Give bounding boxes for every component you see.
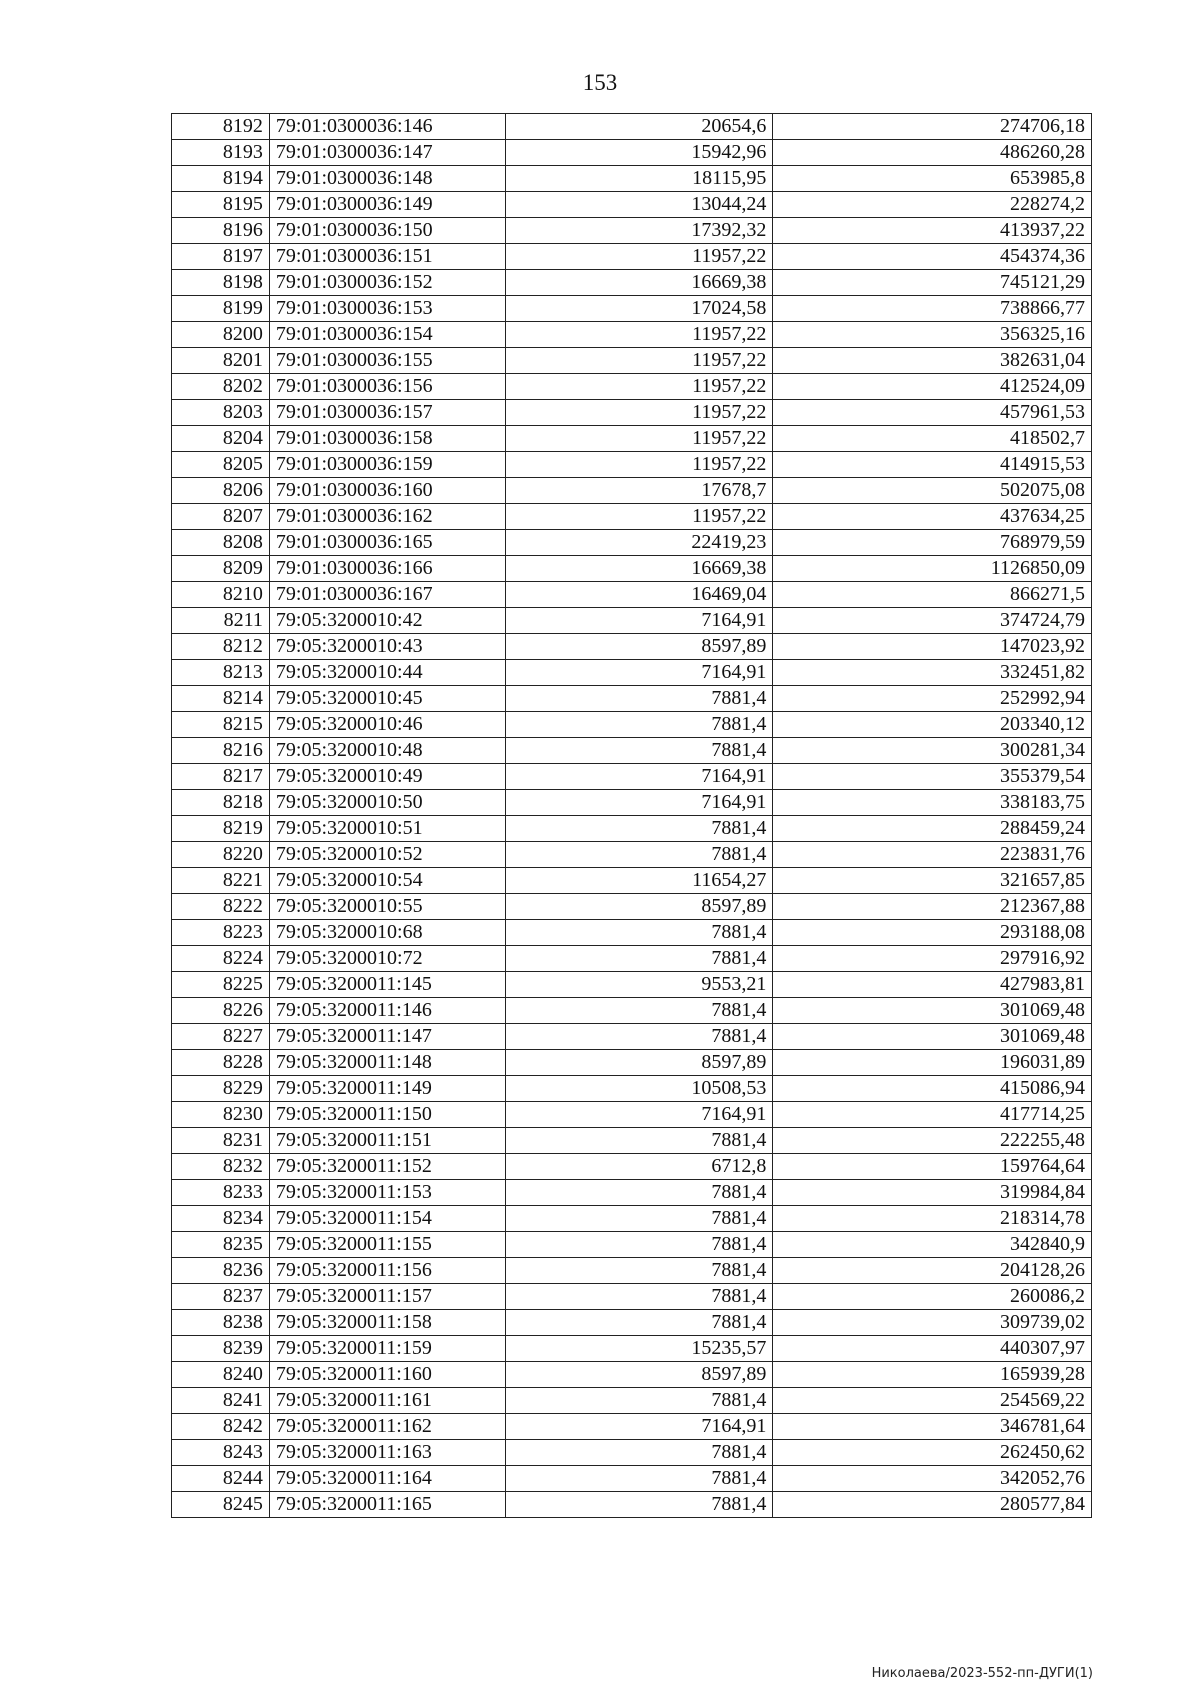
table-row: [172, 1232, 1092, 1258]
cadastral-number-cell: 79:05:3200010:44: [269, 660, 505, 686]
table-body: [172, 114, 1092, 1518]
cadastral-number-cell: 79:01:0300036:165: [269, 530, 505, 556]
amount-cell: 147023,92: [773, 634, 1092, 660]
table-row: [172, 296, 1092, 322]
table-row: [172, 894, 1092, 920]
amount-cell: 502075,08: [773, 478, 1092, 504]
value-cell: 7881,4: [505, 1388, 773, 1414]
table-row: [172, 660, 1092, 686]
cadastral-number-cell: 79:05:3200011:147: [269, 1024, 505, 1050]
table-row: [172, 1284, 1092, 1310]
cadastral-number-cell: 79:05:3200010:43: [269, 634, 505, 660]
row-number-cell: 8224: [172, 946, 270, 972]
amount-cell: 454374,36: [773, 244, 1092, 270]
value-cell: 7164,91: [505, 660, 773, 686]
value-cell: 8597,89: [505, 894, 773, 920]
value-cell: 11957,22: [505, 426, 773, 452]
row-number-cell: 8213: [172, 660, 270, 686]
row-number-cell: 8218: [172, 790, 270, 816]
table-row: [172, 426, 1092, 452]
amount-cell: 260086,2: [773, 1284, 1092, 1310]
amount-cell: 745121,29: [773, 270, 1092, 296]
table-row: [172, 764, 1092, 790]
cadastral-number-cell: 79:01:0300036:146: [269, 114, 505, 140]
value-cell: 7881,4: [505, 1128, 773, 1154]
cadastral-number-cell: 79:05:3200011:159: [269, 1336, 505, 1362]
value-cell: 11957,22: [505, 400, 773, 426]
table-row: [172, 998, 1092, 1024]
amount-cell: 382631,04: [773, 348, 1092, 374]
row-number-cell: 8217: [172, 764, 270, 790]
cadastral-number-cell: 79:01:0300036:166: [269, 556, 505, 582]
table-row: [172, 504, 1092, 530]
table-row: [172, 1102, 1092, 1128]
row-number-cell: 8231: [172, 1128, 270, 1154]
document-footer: Николаева/2023-552-пп-ДУГИ(1): [871, 1666, 1093, 1681]
table-row: [172, 712, 1092, 738]
cadastral-number-cell: 79:01:0300036:159: [269, 452, 505, 478]
table-row: [172, 114, 1092, 140]
cadastral-number-cell: 79:01:0300036:156: [269, 374, 505, 400]
amount-cell: 212367,88: [773, 894, 1092, 920]
row-number-cell: 8228: [172, 1050, 270, 1076]
row-number-cell: 8238: [172, 1310, 270, 1336]
table-row: [172, 1154, 1092, 1180]
row-number-cell: 8230: [172, 1102, 270, 1128]
row-number-cell: 8212: [172, 634, 270, 660]
cadastral-number-cell: 79:01:0300036:149: [269, 192, 505, 218]
cadastral-number-cell: 79:05:3200011:165: [269, 1492, 505, 1518]
row-number-cell: 8199: [172, 296, 270, 322]
amount-cell: 457961,53: [773, 400, 1092, 426]
table-row: [172, 868, 1092, 894]
row-number-cell: 8197: [172, 244, 270, 270]
table-row: [172, 270, 1092, 296]
row-number-cell: 8225: [172, 972, 270, 998]
table-row: [172, 322, 1092, 348]
value-cell: 7881,4: [505, 946, 773, 972]
table-row: [172, 1414, 1092, 1440]
value-cell: 11957,22: [505, 374, 773, 400]
row-number-cell: 8232: [172, 1154, 270, 1180]
amount-cell: 203340,12: [773, 712, 1092, 738]
row-number-cell: 8215: [172, 712, 270, 738]
cadastral-number-cell: 79:05:3200010:45: [269, 686, 505, 712]
amount-cell: 1126850,09: [773, 556, 1092, 582]
cadastral-number-cell: 79:05:3200011:157: [269, 1284, 505, 1310]
cadastral-number-cell: 79:05:3200010:72: [269, 946, 505, 972]
value-cell: 8597,89: [505, 1050, 773, 1076]
amount-cell: 418502,7: [773, 426, 1092, 452]
table-row: [172, 1258, 1092, 1284]
cadastral-number-cell: 79:05:3200011:155: [269, 1232, 505, 1258]
row-number-cell: 8196: [172, 218, 270, 244]
cadastral-number-cell: 79:05:3200011:148: [269, 1050, 505, 1076]
cadastral-number-cell: 79:01:0300036:151: [269, 244, 505, 270]
cadastral-number-cell: 79:05:3200011:163: [269, 1440, 505, 1466]
amount-cell: 415086,94: [773, 1076, 1092, 1102]
value-cell: 17392,32: [505, 218, 773, 244]
table-row: [172, 192, 1092, 218]
value-cell: 11654,27: [505, 868, 773, 894]
cadastral-number-cell: 79:05:3200011:149: [269, 1076, 505, 1102]
amount-cell: 301069,48: [773, 998, 1092, 1024]
row-number-cell: 8198: [172, 270, 270, 296]
amount-cell: 288459,24: [773, 816, 1092, 842]
table-row: [172, 686, 1092, 712]
amount-cell: 252992,94: [773, 686, 1092, 712]
page-number: 153: [582, 70, 618, 95]
value-cell: 15235,57: [505, 1336, 773, 1362]
cadastral-number-cell: 79:01:0300036:158: [269, 426, 505, 452]
row-number-cell: 8208: [172, 530, 270, 556]
amount-cell: 356325,16: [773, 322, 1092, 348]
amount-cell: 342052,76: [773, 1466, 1092, 1492]
value-cell: 16669,38: [505, 556, 773, 582]
table-row: [172, 244, 1092, 270]
cadastral-number-cell: 79:05:3200011:153: [269, 1180, 505, 1206]
row-number-cell: 8239: [172, 1336, 270, 1362]
row-number-cell: 8193: [172, 140, 270, 166]
amount-cell: 319984,84: [773, 1180, 1092, 1206]
row-number-cell: 8210: [172, 582, 270, 608]
value-cell: 9553,21: [505, 972, 773, 998]
table-row: [172, 738, 1092, 764]
cadastral-number-cell: 79:05:3200010:54: [269, 868, 505, 894]
row-number-cell: 8242: [172, 1414, 270, 1440]
row-number-cell: 8214: [172, 686, 270, 712]
value-cell: 7881,4: [505, 738, 773, 764]
value-cell: 13044,24: [505, 192, 773, 218]
row-number-cell: 8241: [172, 1388, 270, 1414]
table-row: [172, 1362, 1092, 1388]
cadastral-number-cell: 79:01:0300036:152: [269, 270, 505, 296]
value-cell: 11957,22: [505, 244, 773, 270]
table-row: [172, 790, 1092, 816]
cadastral-number-cell: 79:05:3200011:158: [269, 1310, 505, 1336]
table-row: [172, 1024, 1092, 1050]
amount-cell: 262450,62: [773, 1440, 1092, 1466]
cadastral-number-cell: 79:05:3200010:55: [269, 894, 505, 920]
table-row: [172, 582, 1092, 608]
table-row: [172, 1388, 1092, 1414]
cadastral-number-cell: 79:05:3200010:50: [269, 790, 505, 816]
cadastral-number-cell: 79:05:3200011:146: [269, 998, 505, 1024]
table-row: [172, 608, 1092, 634]
row-number-cell: 8226: [172, 998, 270, 1024]
row-number-cell: 8236: [172, 1258, 270, 1284]
cadastral-number-cell: 79:05:3200010:52: [269, 842, 505, 868]
table-row: [172, 166, 1092, 192]
cadastral-number-cell: 79:05:3200010:46: [269, 712, 505, 738]
table-row: [172, 140, 1092, 166]
amount-cell: 437634,25: [773, 504, 1092, 530]
cadastral-number-cell: 79:05:3200011:162: [269, 1414, 505, 1440]
row-number-cell: 8235: [172, 1232, 270, 1258]
cadastral-number-cell: 79:05:3200010:51: [269, 816, 505, 842]
row-number-cell: 8240: [172, 1362, 270, 1388]
row-number-cell: 8200: [172, 322, 270, 348]
value-cell: 7881,4: [505, 842, 773, 868]
amount-cell: 412524,09: [773, 374, 1092, 400]
value-cell: 7881,4: [505, 1440, 773, 1466]
amount-cell: 355379,54: [773, 764, 1092, 790]
row-number-cell: 8206: [172, 478, 270, 504]
table-row: [172, 374, 1092, 400]
cadastral-number-cell: 79:05:3200011:160: [269, 1362, 505, 1388]
value-cell: 7881,4: [505, 1206, 773, 1232]
cadastral-number-cell: 79:01:0300036:150: [269, 218, 505, 244]
cadastral-number-cell: 79:01:0300036:167: [269, 582, 505, 608]
cadastral-number-cell: 79:01:0300036:147: [269, 140, 505, 166]
table-row: [172, 972, 1092, 998]
row-number-cell: 8216: [172, 738, 270, 764]
amount-cell: 332451,82: [773, 660, 1092, 686]
amount-cell: 414915,53: [773, 452, 1092, 478]
amount-cell: 293188,08: [773, 920, 1092, 946]
value-cell: 7881,4: [505, 1258, 773, 1284]
row-number-cell: 8244: [172, 1466, 270, 1492]
table-row: [172, 1050, 1092, 1076]
value-cell: 17024,58: [505, 296, 773, 322]
amount-cell: 297916,92: [773, 946, 1092, 972]
amount-cell: 300281,34: [773, 738, 1092, 764]
value-cell: 7881,4: [505, 1180, 773, 1206]
row-number-cell: 8234: [172, 1206, 270, 1232]
value-cell: 7164,91: [505, 790, 773, 816]
value-cell: 20654,6: [505, 114, 773, 140]
table-row: [172, 634, 1092, 660]
amount-cell: 228274,2: [773, 192, 1092, 218]
row-number-cell: 8233: [172, 1180, 270, 1206]
value-cell: 7881,4: [505, 1024, 773, 1050]
amount-cell: 738866,77: [773, 296, 1092, 322]
cadastral-number-cell: 79:05:3200010:42: [269, 608, 505, 634]
table-row: [172, 816, 1092, 842]
row-number-cell: 8211: [172, 608, 270, 634]
value-cell: 7881,4: [505, 1466, 773, 1492]
cadastral-number-cell: 79:05:3200011:151: [269, 1128, 505, 1154]
amount-cell: 342840,9: [773, 1232, 1092, 1258]
cadastral-number-cell: 79:05:3200011:145: [269, 972, 505, 998]
amount-cell: 159764,64: [773, 1154, 1092, 1180]
amount-cell: 866271,5: [773, 582, 1092, 608]
table-row: [172, 1466, 1092, 1492]
value-cell: 22419,23: [505, 530, 773, 556]
value-cell: 7164,91: [505, 608, 773, 634]
table-row: [172, 1336, 1092, 1362]
table-row: [172, 530, 1092, 556]
value-cell: 8597,89: [505, 634, 773, 660]
table-row: [172, 218, 1092, 244]
amount-cell: 274706,18: [773, 114, 1092, 140]
value-cell: 7881,4: [505, 686, 773, 712]
cadastral-number-cell: 79:01:0300036:154: [269, 322, 505, 348]
table-row: [172, 1076, 1092, 1102]
table-row: [172, 920, 1092, 946]
amount-cell: 346781,64: [773, 1414, 1092, 1440]
row-number-cell: 8205: [172, 452, 270, 478]
value-cell: 15942,96: [505, 140, 773, 166]
row-number-cell: 8220: [172, 842, 270, 868]
table-row: [172, 946, 1092, 972]
value-cell: 7881,4: [505, 1232, 773, 1258]
amount-cell: 196031,89: [773, 1050, 1092, 1076]
table-row: [172, 1310, 1092, 1336]
value-cell: 7164,91: [505, 764, 773, 790]
row-number-cell: 8237: [172, 1284, 270, 1310]
amount-cell: 768979,59: [773, 530, 1092, 556]
amount-cell: 309739,02: [773, 1310, 1092, 1336]
cadastral-number-cell: 79:05:3200011:154: [269, 1206, 505, 1232]
cadastral-number-cell: 79:01:0300036:157: [269, 400, 505, 426]
cadastral-number-cell: 79:05:3200010:68: [269, 920, 505, 946]
cadastral-number-cell: 79:05:3200010:48: [269, 738, 505, 764]
table-row: [172, 1206, 1092, 1232]
cadastral-number-cell: 79:01:0300036:153: [269, 296, 505, 322]
row-number-cell: 8243: [172, 1440, 270, 1466]
row-number-cell: 8223: [172, 920, 270, 946]
amount-cell: 440307,97: [773, 1336, 1092, 1362]
amount-cell: 338183,75: [773, 790, 1092, 816]
row-number-cell: 8245: [172, 1492, 270, 1518]
value-cell: 7881,4: [505, 816, 773, 842]
row-number-cell: 8227: [172, 1024, 270, 1050]
value-cell: 11957,22: [505, 504, 773, 530]
value-cell: 6712,8: [505, 1154, 773, 1180]
amount-cell: 374724,79: [773, 608, 1092, 634]
amount-cell: 301069,48: [773, 1024, 1092, 1050]
table-row: [172, 400, 1092, 426]
amount-cell: 321657,85: [773, 868, 1092, 894]
value-cell: 11957,22: [505, 348, 773, 374]
row-number-cell: 8221: [172, 868, 270, 894]
table-row: [172, 1180, 1092, 1206]
value-cell: 10508,53: [505, 1076, 773, 1102]
cadastral-number-cell: 79:05:3200011:150: [269, 1102, 505, 1128]
value-cell: 7164,91: [505, 1414, 773, 1440]
row-number-cell: 8202: [172, 374, 270, 400]
cadastral-number-cell: 79:05:3200011:161: [269, 1388, 505, 1414]
row-number-cell: 8222: [172, 894, 270, 920]
row-number-cell: 8207: [172, 504, 270, 530]
value-cell: 11957,22: [505, 452, 773, 478]
amount-cell: 218314,78: [773, 1206, 1092, 1232]
row-number-cell: 8195: [172, 192, 270, 218]
table-row: [172, 842, 1092, 868]
cadastral-number-cell: 79:05:3200011:156: [269, 1258, 505, 1284]
cadastral-number-cell: 79:01:0300036:162: [269, 504, 505, 530]
value-cell: 7881,4: [505, 1284, 773, 1310]
cadastral-number-cell: 79:05:3200011:164: [269, 1466, 505, 1492]
row-number-cell: 8204: [172, 426, 270, 452]
data-table: [171, 113, 1092, 1518]
row-number-cell: 8194: [172, 166, 270, 192]
table-row: [172, 348, 1092, 374]
table-row: [172, 452, 1092, 478]
table-row: [172, 1492, 1092, 1518]
table-row: [172, 478, 1092, 504]
value-cell: 18115,95: [505, 166, 773, 192]
amount-cell: 280577,84: [773, 1492, 1092, 1518]
amount-cell: 413937,22: [773, 218, 1092, 244]
value-cell: 17678,7: [505, 478, 773, 504]
row-number-cell: 8209: [172, 556, 270, 582]
amount-cell: 222255,48: [773, 1128, 1092, 1154]
cadastral-number-cell: 79:05:3200010:49: [269, 764, 505, 790]
cadastral-number-cell: 79:01:0300036:160: [269, 478, 505, 504]
value-cell: 8597,89: [505, 1362, 773, 1388]
cadastral-number-cell: 79:01:0300036:155: [269, 348, 505, 374]
cadastral-number-cell: 79:05:3200011:152: [269, 1154, 505, 1180]
value-cell: 7881,4: [505, 712, 773, 738]
value-cell: 16669,38: [505, 270, 773, 296]
amount-cell: 417714,25: [773, 1102, 1092, 1128]
row-number-cell: 8219: [172, 816, 270, 842]
row-number-cell: 8192: [172, 114, 270, 140]
amount-cell: 254569,22: [773, 1388, 1092, 1414]
table-row: [172, 1128, 1092, 1154]
amount-cell: 204128,26: [773, 1258, 1092, 1284]
value-cell: 7881,4: [505, 998, 773, 1024]
amount-cell: 427983,81: [773, 972, 1092, 998]
amount-cell: 223831,76: [773, 842, 1092, 868]
row-number-cell: 8201: [172, 348, 270, 374]
cadastral-number-cell: 79:01:0300036:148: [269, 166, 505, 192]
amount-cell: 486260,28: [773, 140, 1092, 166]
value-cell: 7881,4: [505, 1310, 773, 1336]
amount-cell: 165939,28: [773, 1362, 1092, 1388]
value-cell: 7164,91: [505, 1102, 773, 1128]
table-row: [172, 1440, 1092, 1466]
value-cell: 7881,4: [505, 1492, 773, 1518]
row-number-cell: 8203: [172, 400, 270, 426]
value-cell: 7881,4: [505, 920, 773, 946]
row-number-cell: 8229: [172, 1076, 270, 1102]
amount-cell: 653985,8: [773, 166, 1092, 192]
value-cell: 11957,22: [505, 322, 773, 348]
value-cell: 16469,04: [505, 582, 773, 608]
table-row: [172, 556, 1092, 582]
